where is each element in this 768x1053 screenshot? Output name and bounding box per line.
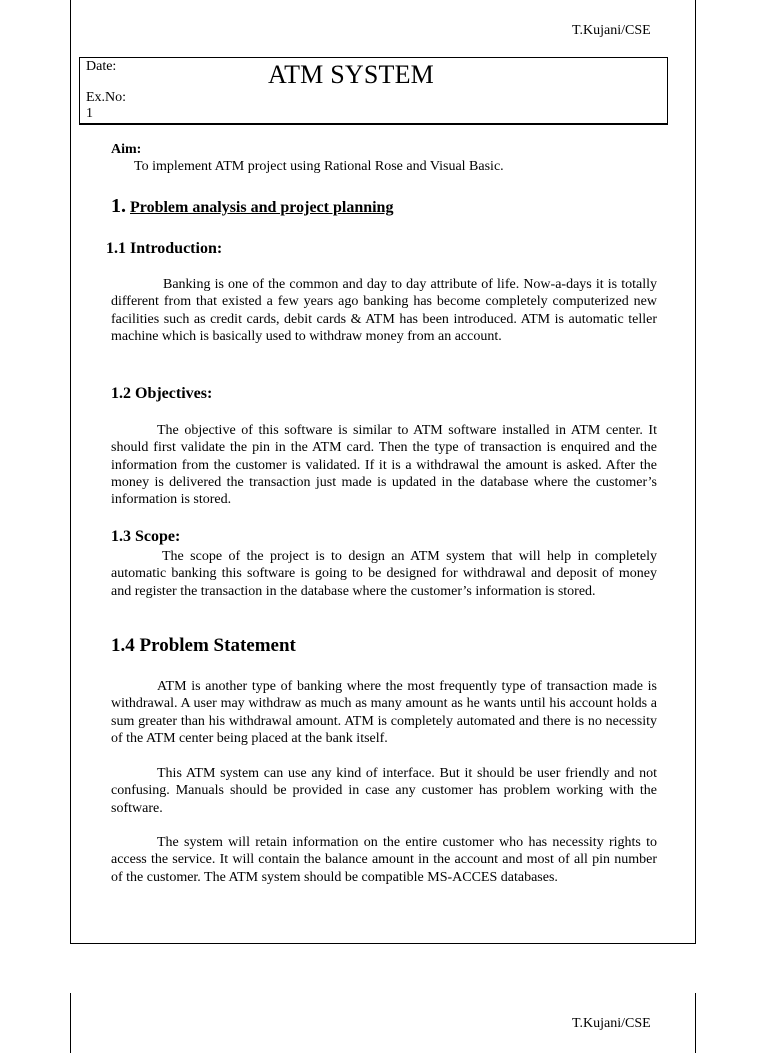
- exercise-number-value: 1: [86, 106, 93, 121]
- next-page-author-label: T.Kujani/CSE: [572, 1016, 651, 1031]
- section-heading: [111, 195, 393, 218]
- scope-paragraph: The scope of the project is to design an ATM system that will help in completely automatic banking this software is going to be designed for withdrawal and deposit of money and register the transaction in the database where the customer’s information is stored.: [111, 549, 657, 599]
- problem-paragraph-1: ATM is another type of banking where the most frequently type of transaction made is withdrawal. A user may withdraw as much as many amount as he wants until his account holds a sum greater than his withdrawal amount. ATM is completely automated and there is no necessity of the ATM center being placed at the bank itself.: [111, 679, 657, 746]
- objectives-heading: 1.2 Objectives:: [111, 385, 213, 402]
- problem-paragraph-3: The system will retain information on the entire customer who has necessity rights to access the service. It will contain the balance amount in the account and most of all pin number of the customer. The ATM system should be compatible MS-ACCES databases.: [111, 835, 657, 885]
- scope-heading: 1.3 Scope:: [111, 528, 181, 545]
- date-label: Date:: [86, 59, 117, 74]
- document-title: ATM SYSTEM: [268, 60, 434, 89]
- aim-text: To implement ATM project using Rational Rose and Visual Basic.: [134, 159, 504, 174]
- author-label: T.Kujani/CSE: [572, 23, 651, 38]
- problem-paragraph-2: This ATM system can use any kind of interface. But it should be user friendly and not confusing. Manuals should be provided in case any customer has problem working with the software.: [111, 766, 657, 816]
- problem-statement-heading: 1.4 Problem Statement: [111, 635, 296, 656]
- objectives-paragraph: The objective of this software is similar to ATM software installed in ATM center. It should first validate the pin in the ATM card. Then the type of transaction is enquired and the information from the customer is validated. If it is a withdrawal the amount is asked. After the money is delivered the transaction just made is updated in the database where the customer’s information is stored.: [111, 423, 657, 508]
- exercise-number-label: Ex.No:: [86, 90, 127, 105]
- introduction-paragraph: Banking is one of the common and day to day attribute of life. Now-a-days it is totally different from that existed a few years ago banking has become completely computerized new facilities such as credit cards, debit cards & ATM has been introduced. ATM is automatic teller machine which is basically used to withdraw money from an account.: [111, 277, 657, 344]
- aim-heading: Aim:: [111, 142, 142, 157]
- section-number: 1.: [111, 195, 126, 217]
- introduction-heading: 1.1 Introduction:: [106, 240, 223, 257]
- section-title: Problem analysis and project planning: [130, 199, 394, 216]
